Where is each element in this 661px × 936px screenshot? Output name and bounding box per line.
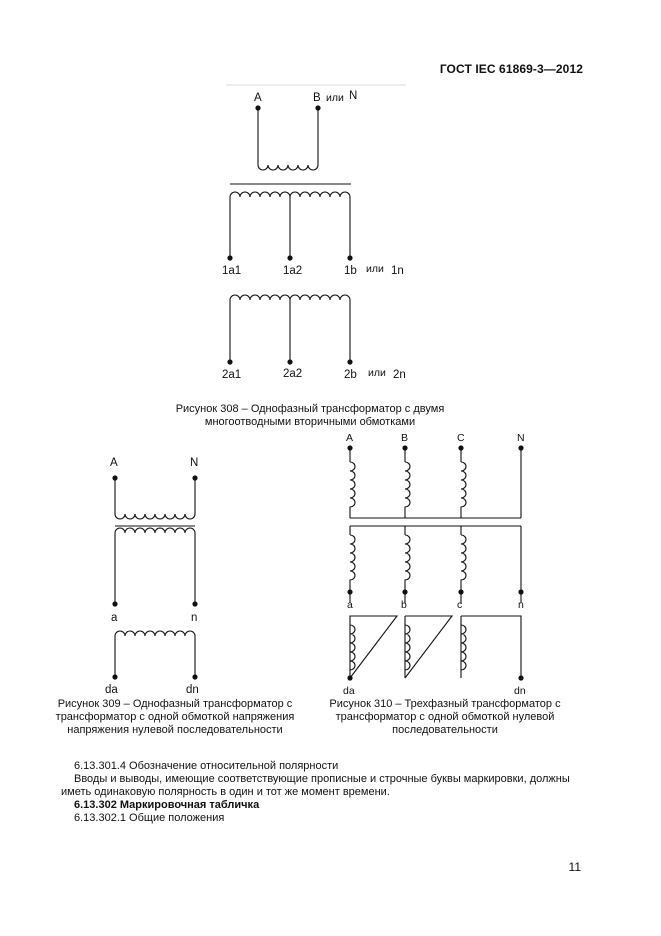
- fig308-label-1n: 1n: [391, 265, 404, 277]
- fig308-secondary1-winding: [230, 192, 350, 197]
- fig309-secondary-winding: [115, 528, 195, 533]
- fig310-label-b: b: [401, 599, 407, 611]
- fig310-caption-line: последовательности: [392, 724, 498, 736]
- paragraph-polarity-line1: Вводы и выводы, имеющие соответствующие прописные и строчные буквы маркировки, должны: [74, 773, 570, 785]
- fig310-primary-coil-a: [350, 462, 355, 518]
- document-header: ГОСТ IEC 61869-3—2012: [439, 62, 583, 76]
- fig309-label-a: a: [111, 612, 118, 624]
- fig308-label-1a2: 1a2: [283, 265, 303, 277]
- fig310-delta-leg-1: [350, 616, 397, 678]
- fig308-label-B: B: [313, 92, 321, 104]
- fig309-label-dn: dn: [186, 684, 199, 696]
- fig309-drawing: [115, 478, 198, 677]
- fig310-caption-line: трансформатор с одной обмоткой нулевой: [335, 711, 555, 723]
- fig310-label-da: da: [343, 685, 355, 697]
- fig310-label-c: c: [457, 599, 463, 611]
- section-6-13-302-1-heading: 6.13.302.1 Общие положения: [74, 812, 225, 824]
- fig310-primary-coil-b: [405, 462, 410, 518]
- fig310-delta-leg-2: [405, 616, 452, 678]
- fig310-caption-line: Рисунок 310 – Трехфазный трансформатор с: [329, 698, 561, 710]
- fig309-caption: [40, 698, 310, 737]
- fig308-secondary2-winding: [230, 295, 350, 300]
- fig308-label-1b: 1b: [344, 265, 357, 277]
- terminal-dots: [112, 105, 523, 680]
- fig308-primary-winding: [258, 165, 318, 170]
- fig308-caption-line: Рисунок 308 – Однофазный трансформатор с двумя: [175, 403, 445, 415]
- fig310-label-C: C: [457, 432, 465, 444]
- fig309-label-n: n: [191, 612, 198, 624]
- fig308-caption: [150, 403, 470, 429]
- fig308-label-1a1: 1a1: [222, 265, 242, 277]
- fig308-label-N: N: [349, 90, 358, 102]
- fig310-caption: [310, 698, 580, 737]
- fig308-label-ili-3: или: [368, 367, 386, 379]
- section-6-13-301-4-heading: 6.13.301.4 Обозначение относительной полярности: [74, 760, 339, 772]
- fig308-label-2n: 2n: [393, 369, 406, 381]
- fig310-label-N: N: [517, 432, 525, 444]
- fig308-label-ili: или: [326, 92, 344, 104]
- fig310-delta-leg-3: [461, 616, 521, 678]
- fig309-caption-line: Рисунок 309 – Однофазный трансформатор с: [57, 698, 293, 710]
- fig308-label-ili-2: или: [366, 263, 384, 275]
- fig308-label-2a1: 2a1: [222, 369, 242, 381]
- fig309-label-N: N: [190, 457, 199, 469]
- paragraph-polarity-line2: иметь одинаковую полярность в один и тот же момент времени.: [61, 786, 390, 798]
- fig310-primary-coil-c: [461, 462, 466, 518]
- fig310-drawing: [350, 448, 521, 678]
- fig310-label-A: A: [346, 432, 354, 444]
- fig309-caption-line: напряжения нулевой последовательности: [67, 724, 283, 736]
- fig310-label-B: B: [401, 432, 409, 444]
- fig308-label-2a2: 2a2: [283, 368, 303, 380]
- fig308-label-2b: 2b: [344, 369, 357, 381]
- fig309-primary-winding: [115, 514, 195, 519]
- fig308-drawing: [226, 85, 406, 362]
- fig309-label-A: A: [110, 457, 118, 469]
- fig310-label-dn: dn: [514, 685, 526, 697]
- section-6-13-302-heading: 6.13.302 Маркировочная табличка: [74, 799, 260, 811]
- fig310-label-a: a: [347, 599, 353, 611]
- fig309-residual-winding: [115, 631, 195, 636]
- page-number: 11: [568, 860, 581, 874]
- fig309-label-da: da: [105, 684, 118, 696]
- fig309-caption-line: трансформатор с одной обмоткой напряжения: [55, 711, 295, 723]
- fig308-caption-line: многоотводными вторичными обмотками: [204, 416, 416, 428]
- fig308-label-A: A: [254, 92, 262, 104]
- fig310-label-n: n: [518, 599, 524, 611]
